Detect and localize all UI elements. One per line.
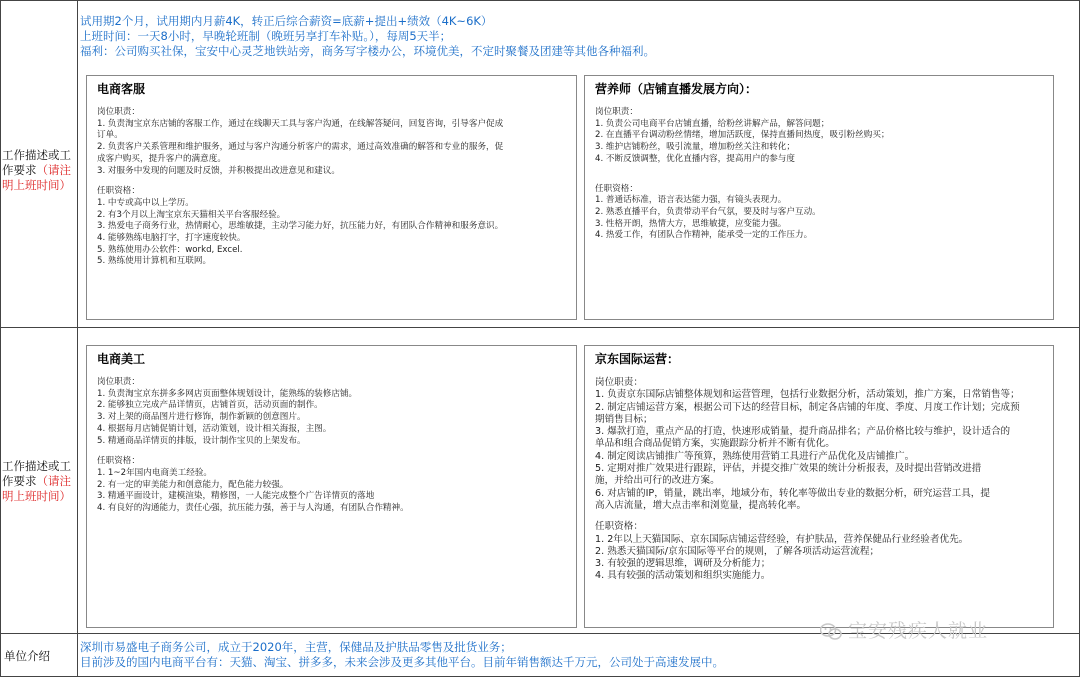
job-details xyxy=(595,377,1043,583)
spacer xyxy=(97,177,566,186)
detail-line: 施，并给出可行的改进方案。 xyxy=(595,475,720,487)
detail-line: 期销售目标； xyxy=(595,413,653,425)
section-heading: 岗位职责： xyxy=(97,107,140,117)
detail-line: 1. 2年以上天猫国际、京东国际店铺运营经验，有护肤品，营养保健品行业经验者优先。 xyxy=(595,533,969,545)
salary-line: 试用期2个月，试用期内月薪4K，转正后综合薪资=底薪+提出+绩效（4K~6K） xyxy=(80,14,493,28)
job-title: 营养师（店铺直播发展方向）： xyxy=(595,82,758,96)
grid-row-divider xyxy=(0,327,1080,328)
detail-line: 4. 具有较强的活动策划和组织实施能力。 xyxy=(595,570,771,582)
detail-line: 2. 能够独立完成产品详情页，店铺首页，活动页面的制作。 xyxy=(97,400,323,411)
detail-line: 3. 维护店铺粉丝，吸引流量，增加粉丝关注和转化； xyxy=(595,142,795,153)
detail-line: 3. 对上架的商品图片进行修饰，制作新颖的创意图片。 xyxy=(97,412,306,423)
detail-line: 4. 热爱工作，有团队合作精神，能承受一定的工作压力。 xyxy=(595,230,813,241)
detail-line: 4. 不断反馈调整，优化直播内容，提高用户的参与度 xyxy=(595,153,795,164)
job-title: 电商客服 xyxy=(97,82,146,96)
detail-line: 4. 能够熟练电脑打字，打字速度较快。 xyxy=(97,233,246,244)
detail-line: 3. 爆款打造，重点产品的打造，快速形成销量，提升商品排名；产品价格比较与维护，设计适合的 xyxy=(595,426,1011,438)
spacer xyxy=(595,512,1043,521)
row-label-main: 工作描述或工作要求 xyxy=(2,148,71,177)
detail-line: 3. 热爱电子商务行业，热情耐心，思维敏捷，主动学习能力好，抗压能力好，有团队合作精神和服务意识。 xyxy=(97,221,504,232)
job-card-ecommerce-designer xyxy=(86,345,577,628)
spacer xyxy=(97,447,566,456)
detail-line: 1. 1~2年国内电商美工经验。 xyxy=(97,467,213,478)
detail-line: 订单。 xyxy=(97,130,123,141)
company-intro xyxy=(80,640,1070,670)
company-intro-line: 深圳市易盛电子商务公司，成立于2020年，主营，保健品及护肤品零售及批货业务； xyxy=(80,640,512,654)
detail-line: 2. 在直播平台调动粉丝情绪，增加活跃度，保持直播间热度，吸引粉丝购买； xyxy=(595,130,890,141)
section-heading: 任职资格： xyxy=(595,183,638,194)
company-intro-line: 目前涉及的国内电商平台有：天猫、淘宝、拼多多，未来会涉及更多其他平台。目前年销售额达千万元，公司处于高速发展中。 xyxy=(80,655,724,669)
salary-info xyxy=(80,14,1070,59)
detail-line: 1. 负责淘宝京东拼多多网店页面整体规划设计，能熟练的装修店铺。 xyxy=(97,388,358,399)
row-label-note: （请注明上班时间） xyxy=(2,163,71,192)
wechat-icon xyxy=(820,623,842,641)
detail-line: 5. 熟练使用计算机和互联网。 xyxy=(97,256,212,267)
detail-line: 高入店流量，增大点击率和浏览量，提高转化率。 xyxy=(595,499,807,511)
detail-line: 2. 有3个月以上淘宝京东天猫相关平台客服经验。 xyxy=(97,209,286,220)
job-card-ecommerce-customer-service xyxy=(86,75,577,320)
watermark xyxy=(820,616,988,643)
detail-line: 4. 制定阅读店铺推广等预算，熟练使用营销工具进行产品优化及店铺推广。 xyxy=(595,450,915,462)
spacer xyxy=(595,175,1043,184)
job-details xyxy=(97,377,566,515)
detail-line: 1. 负责公司电商平台店铺直播，给粉丝讲解产品，解答问题； xyxy=(595,118,830,129)
job-card-jd-international-operations xyxy=(584,345,1054,628)
detail-line: 4. 根据每月店铺促销计划，活动策划，设计相关海报，主图。 xyxy=(97,423,332,434)
row-label-note: （请注明上班时间） xyxy=(2,474,71,503)
section-heading: 任职资格： xyxy=(595,521,643,533)
detail-line: 6. 对店铺的IP，销量，跳出率，地域分布，转化率等做出专业的数据分析，研究运营工具，提 xyxy=(595,487,990,499)
job-details xyxy=(97,107,566,268)
detail-line: 2. 有一定的审美能力和创意能力，配色能力较强。 xyxy=(97,479,289,490)
grid-left-border xyxy=(0,0,1,677)
benefits-line: 福利：公司购买社保，宝安中心灵芝地铁站旁，商务写字楼办公，环境优美，不定时聚餐及团建等其他各种福利。 xyxy=(80,44,655,58)
detail-line: 2. 制定店铺运营方案，根据公司下达的经营目标，制定各店铺的年度、季度、月度工作计划；完成预 xyxy=(595,401,1020,413)
detail-line: 3. 性格开朗，热情大方，思维敏捷，应变能力强。 xyxy=(595,218,787,229)
job-title: 电商美工 xyxy=(97,352,146,366)
detail-line: 1. 负责淘宝京东店铺的客服工作，通过在线聊天工具与客户沟通，在线解答疑问，回复咨询，引导客户促成 xyxy=(97,118,504,129)
detail-line: 1. 中专或高中以上学历。 xyxy=(97,197,194,208)
section-heading: 岗位职责： xyxy=(97,377,140,387)
grid-column-divider xyxy=(77,0,78,677)
section-heading: 任职资格： xyxy=(97,456,140,467)
company-intro-label: 单位介绍 xyxy=(4,649,50,663)
detail-line: 5. 定期对推广效果进行跟踪，评估，并提交推广效果的统计分析报表，及时提出营销改进措 xyxy=(595,463,982,475)
working-hours-line: 上班时间：一天8小时，早晚轮班制（晚班另享打车补贴。），每周5天半； xyxy=(80,29,452,43)
detail-line: 4. 有良好的沟通能力，责任心强，抗压能力强，善于与人沟通，有团队合作精神。 xyxy=(97,503,409,514)
watermark-text: 宝安残疾人就业 xyxy=(848,620,989,642)
detail-line: 2. 熟悉天猫国际/京东国际等平台的规则，了解各项活动运营流程； xyxy=(595,545,880,557)
job-details xyxy=(595,107,1043,242)
row-label-main: 工作描述或工作要求 xyxy=(2,459,71,488)
row-label-job-description xyxy=(2,459,76,504)
section-heading: 岗位职责： xyxy=(595,377,643,388)
job-title: 京东国际运营： xyxy=(595,352,680,366)
detail-line: 5. 精通商品详情页的排版，设计制作宝贝的上架发布。 xyxy=(97,435,306,446)
spacer xyxy=(595,166,1043,175)
job-card-nutritionist xyxy=(584,75,1054,320)
detail-line: 1. 普通话标准，语言表达能力强，有镜头表现力。 xyxy=(595,195,787,206)
detail-line: 单品和组合商品促销方案，实施跟踪分析并不断有优化。 xyxy=(595,438,835,450)
detail-line: 2. 熟悉直播平台，负责带动平台气氛，要及时与客户互动。 xyxy=(595,206,821,217)
grid-top-border xyxy=(0,0,1080,1)
detail-line: 1. 负责京东国际店铺整体规划和运营管理，包括行业数据分析，活动策划，推广方案，日常销售等； xyxy=(595,389,1020,401)
section-heading: 岗位职责： xyxy=(595,107,638,117)
detail-line: 5. 熟练使用办公软件：workd, Excel. xyxy=(97,244,243,255)
detail-line: 成客户购买，提升客户的满意度。 xyxy=(97,153,226,164)
detail-line: 3. 有较强的逻辑思维，调研及分析能力； xyxy=(595,558,771,570)
section-heading: 任职资格： xyxy=(97,186,140,197)
detail-line: 3. 对服务中发现的问题及时反馈，并积极提出改进意见和建议。 xyxy=(97,165,340,176)
detail-line: 2. 负责客户关系管理和维护服务，通过与客户沟通分析客户的需求，通过高效准确的解答和专业的服务，促 xyxy=(97,142,504,153)
row-label-job-description xyxy=(2,148,76,193)
detail-line: 3. 精通平面设计，建模渲染，精修图，一人能完成整个广告详情页的落地 xyxy=(97,491,375,502)
